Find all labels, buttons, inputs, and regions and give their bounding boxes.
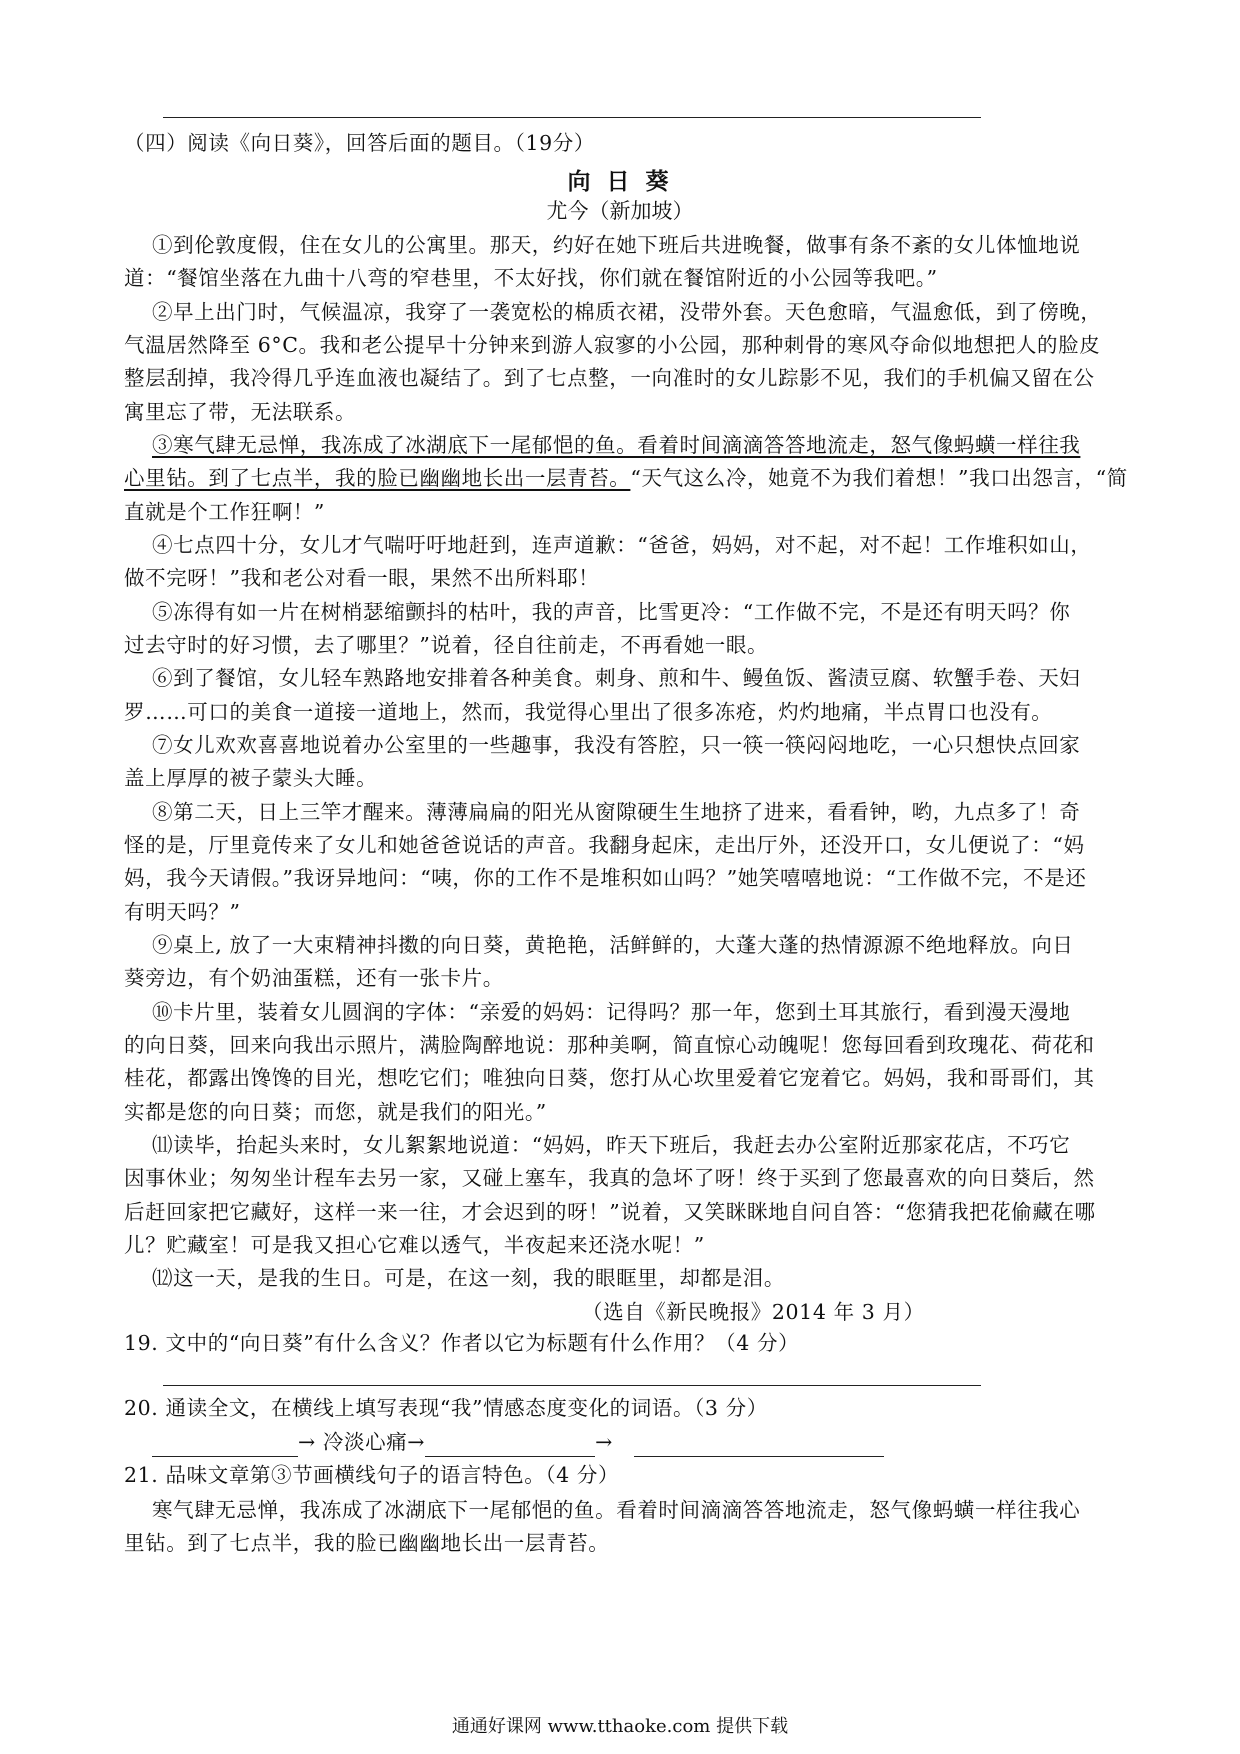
question-21: 21. 品味文章第③节画横线句子的语言特色。（4 分） xyxy=(124,1463,620,1487)
article-author: 尤今（新加坡） xyxy=(546,199,694,223)
underlined-sentence-end: 心里钻。到了七点半，我的脸已幽幽地长出一层青苔。 xyxy=(124,466,631,490)
question-19: 19. 文中的“向日葵”有什么含义？作者以它为标题有什么作用？（4 分） xyxy=(124,1331,800,1355)
text-line: ⑦女儿欢欢喜喜地说着办公室里的一些趣事，我没有答腔，只一筷一筷闷闷地吃，一心只想快点回家 xyxy=(152,733,1081,757)
text-line: ④七点四十分，女儿才气喘吁吁地赶到，连声道歉：“爸爸，妈妈，对不起，对不起！工作堆积如山， xyxy=(152,533,1092,557)
text-line: 过去守时的好习惯，去了哪里？”说着，径自往前走，不再看她一眼。 xyxy=(124,633,769,657)
text-line: 做不完呀！”我和老公对看一眼，果然不出所料耶！ xyxy=(124,566,600,590)
q20-blank-3[interactable] xyxy=(634,1434,884,1457)
underlined-sentence-line: ③寒气肆无忌惮，我冻成了冰湖底下一尾郁悒的鱼。看着时间滴滴答答地流走，怒气像蚂蟥一样往我 xyxy=(152,433,1081,457)
text-line: ①到伦敦度假，住在女儿的公寓里。那天，约好在她下班后共进晚餐，做事有条不紊的女儿体恤地说 xyxy=(152,233,1081,257)
q20-fill-row xyxy=(152,1427,884,1457)
section-heading: （四）阅读《向日葵》，回答后面的题目。（19分） xyxy=(124,131,595,155)
text-line: ⑤冻得有如一片在树梢瑟缩颤抖的枯叶，我的声音，比雪更冷：“工作做不完，不是还有明天吗？你 xyxy=(152,600,1071,624)
top-rule xyxy=(163,117,981,118)
q21-quote-line: 寒气肆无忌惮，我冻成了冰湖底下一尾郁悒的鱼。看着时间滴滴答答地流走，怒气像蚂蟥一样往我心 xyxy=(152,1498,1081,1522)
text-line: ⑧第二天，日上三竿才醒来。薄薄扁扁的阳光从窗隙硬生生地挤了进来，看看钟，哟，九点多了！奇 xyxy=(152,800,1081,824)
text-line: 怪的是，厅里竟传来了女儿和她爸爸说话的声音。我翻身起床，走出厅外，还没开口，女儿便说了：“妈 xyxy=(124,833,1085,857)
q20-blank-1[interactable] xyxy=(152,1434,298,1457)
text-line: 的向日葵，回来向我出示照片，满脸陶醉地说：那种美啊，简直惊心动魄呢！您每回看到玫瑰花、荷花和 xyxy=(124,1033,1095,1057)
text-line: 有明天吗？” xyxy=(124,900,241,924)
q20-arrow: → xyxy=(595,1430,613,1454)
text-line: 实都是您的向日葵；而您，就是我们的阳光。” xyxy=(124,1100,547,1124)
article-source: （选自《新民晚报》2014 年 3 月） xyxy=(582,1300,925,1324)
text-line: 桂花，都露出馋馋的目光，想吃它们；唯独向日葵，您打从心坎里爱着它宠着它。妈妈，我和哥哥们，其 xyxy=(124,1066,1095,1090)
q20-blank-2[interactable] xyxy=(425,1434,595,1457)
text-line: 直就是个工作狂啊！” xyxy=(124,500,325,524)
text-line: 罗……可口的美食一道接一道地上，然而，我觉得心里出了很多冻疮，灼灼地痛，半点胃口也没有。 xyxy=(124,700,1053,724)
text-line: ⑾读毕，抬起头来时，女儿絮絮地说道：“妈妈，昨天下班后，我赶去办公室附近那家花店，不巧它 xyxy=(152,1133,1071,1157)
text-line: ⑥到了餐馆，女儿轻车熟路地安排着各种美食。刺身、煎和牛、鳗鱼饭、酱渍豆腐、软蟹手卷、天妇 xyxy=(152,666,1081,690)
article-title: 向 日 葵 xyxy=(567,168,673,195)
text-line: 儿？贮藏室！可是我又担心它难以透气，半夜起来还浇水呢！” xyxy=(124,1233,705,1257)
q21-quote-line: 里钻。到了七点半，我的脸已幽幽地长出一层青苔。 xyxy=(124,1531,610,1555)
text-line: 后赶回家把它藏好，这样一来一往，才会迟到的呀！”说着，又笑眯眯地自问自答：“您猜我把花偷藏在哪 xyxy=(124,1200,1096,1224)
text-line: ⑨桌上, 放了一大束精神抖擞的向日葵，黄艳艳，活鲜鲜的，大蓬大蓬的热情源源不绝地释放。向日 xyxy=(152,933,1074,957)
q20-middle-text: → 冷淡心痛→ xyxy=(298,1430,426,1454)
text-line: 妈，我今天请假。”我讶异地问：“咦，你的工作不是堆积如山吗？”她笑嘻嘻地说：“工作做不完，不是还 xyxy=(124,866,1087,890)
text-line: 盖上厚厚的被子蒙头大睡。 xyxy=(124,766,378,790)
page-footer: 通通好课网 www.tthaoke.com 提供下载 xyxy=(451,1716,789,1737)
text-line: 气温居然降至 6°C。我和老公提早十分钟来到游人寂寥的小公园，那种刺骨的寒风夺命似地想把人的脸皮 xyxy=(124,333,1101,357)
text-line: 因事休业；匆匆坐计程车去另一家，又碰上塞车，我真的急坏了呀！终于买到了您最喜欢的向日葵后，然 xyxy=(124,1166,1095,1190)
text-line: ②早上出门时，气候温凉，我穿了一袭宽松的棉质衣裙，没带外套。天色愈暗，气温愈低，到了傍晚， xyxy=(152,300,1102,324)
text-line: ⑿这一天，是我的生日。可是，在这一刻，我的眼眶里，却都是泪。 xyxy=(152,1266,785,1290)
text-line: 整层刮掉，我冷得几乎连血液也凝结了。到了七点整，一向准时的女儿踪影不见，我们的手机偏又留在公 xyxy=(124,366,1095,390)
text-line: 葵旁边，有个奶油蛋糕，还有一张卡片。 xyxy=(124,966,504,990)
answer-line-q19[interactable] xyxy=(163,1385,981,1386)
text-line xyxy=(124,463,1128,493)
text-line-rest: “天气这么冷，她竟不为我们着想！”我口出怨言，“简 xyxy=(630,466,1128,490)
text-line: 道：“餐馆坐落在九曲十八弯的窄巷里，不太好找，你们就在餐馆附近的小公园等我吧。” xyxy=(124,266,938,290)
question-20: 20. 通读全文，在横线上填写表现“我”情感态度变化的词语。（3 分） xyxy=(124,1396,768,1420)
text-line: ⑩卡片里，装着女儿圆润的字体：“亲爱的妈妈：记得吗？那一年，您到土耳其旅行，看到漫天漫地 xyxy=(152,1000,1071,1024)
text-line: 寓里忘了带，无法联系。 xyxy=(124,400,357,424)
